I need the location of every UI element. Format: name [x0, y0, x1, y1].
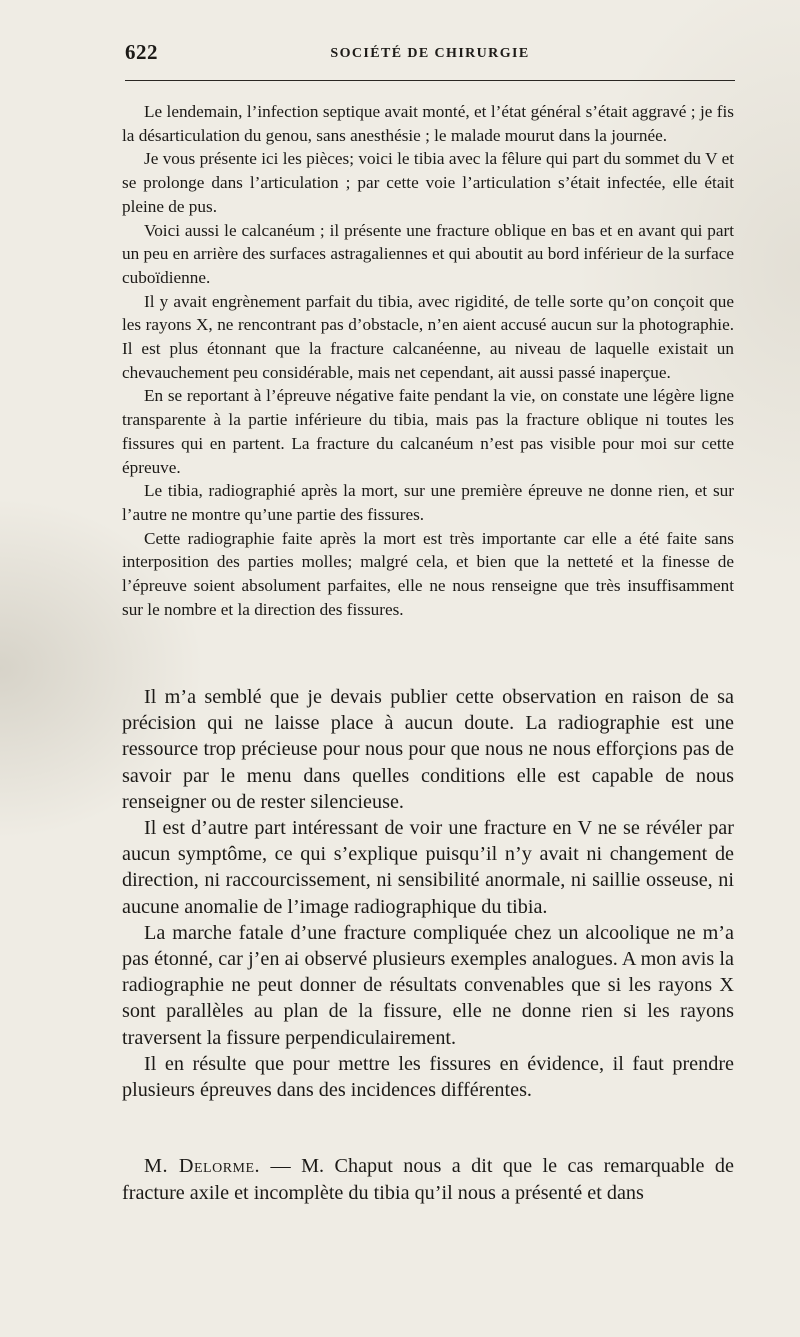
page-number: 622 — [125, 40, 158, 64]
header-rule — [125, 80, 735, 81]
paragraph-postmortem-radiograph: Le tibia, radiographié après la mort, sur une première épreuve ne donne rien, et sur l’autre ne montre qu’une partie des fissures. — [122, 481, 734, 524]
discussion-text — [122, 1153, 734, 1207]
paragraph-multiple-incidences: Il en résulte que pour mettre les fissures en évidence, il faut prendre plusieurs épreuves dans des incidences différentes. — [122, 1052, 734, 1102]
paragraph-calcaneum: Voici aussi le calcanéum ; il présente une fracture oblique en bas et en avant qui part un peu en arrière des surfaces astragaliennes et qui aboutit au bord inférieur de la surface cuboïdienne. — [122, 220, 734, 287]
case-report-text — [122, 100, 734, 621]
paragraph-v-fracture: Il est d’autre part intéressant de voir une fracture en V ne se révéler par aucun symptôme, ce qui s’explique puisqu’il n’y avait ni changement de direction, ni raccourcissement, ni sensibilité anormale, ni saillie osseuse, ni aucune anomalie de l’image radiographique du tibia. — [122, 817, 734, 918]
paragraph-negative-plate: En se reportant à l’épreuve négative faite pendant la vie, on constate une légère ligne transparente à la partie inférieure du tibia, mais pas la fracture oblique ni toutes les fissures qui en partent. La fracture du calcanéum n’est pas visible pour moi sur cette épreuve. — [122, 386, 734, 477]
paragraph-engrenement: Il y avait engrènement parfait du tibia, avec rigidité, de telle sorte qu’on conçoit que les rayons X, ne rencontrant pas d’obstacle, n’en aient accusé aucun sur la photographie. Il est plus étonnant que la fracture calcanéenne, au niveau de laquelle existait un chevauchement peu considérable, mais net cependant, ait aussi passé inaperçue. — [122, 291, 734, 382]
conclusion-text — [122, 684, 734, 1103]
discussion-body: — M. Chaput nous a dit que le cas remarquable de fracture axile et incomplète du tibia qu’il nous a présenté et dans — [122, 1155, 734, 1204]
paragraph-radiograph-importance: Cette radiographie faite après la mort est très importante car elle a été faite sans interposition des parties molles; malgré cela, et bien que la netteté et la finesse de l’épreuve soient absolument parfaites, elle ne nous renseigne que très insuffisamment sur le nombre et la direction des fissures. — [122, 528, 734, 619]
paragraph-disarticulation: Le lendemain, l’infection septique avait monté, et l’état général s’était aggravé ; je fis la désarticulation du genou, sans anesthésie ; le malade mourut dans la journée. — [122, 102, 734, 145]
running-title: SOCIÉTÉ DE CHIRURGIE — [330, 46, 530, 61]
paragraph-fatal-course: La marche fatale d’une fracture compliquée chez un alcoolique ne m’a pas étonné, car j’en ai observé plusieurs exemples analogues. A mon avis la radiographie ne peut donner de résultats convenables que si les rayons X sont parallèles au plan de la fissure, elle ne donne rien si les rayons traversent la fissure perpendiculairement. — [122, 921, 734, 1049]
paragraph-delorme — [122, 1153, 734, 1207]
paragraph-publication-reason: Il m’a semblé que je devais publier cette observation en raison de sa précision qui ne laisse place à aucun doute. La radiographie est une ressource trop précieuse pour nous pour que nous ne nous efforçions pas de savoir par le menu dans quelles conditions elle est capable de nous renseigner ou de rester silencieuse. — [122, 686, 734, 813]
speaker-name: M. Delorme. — [144, 1155, 261, 1177]
page-header — [125, 40, 735, 70]
paragraph-tibia-specimen: Je vous présente ici les pièces; voici le tibia avec la fêlure qui part du sommet du V et se prolonge dans l’articulation ; par cette voie l’articulation s’était infectée, elle était pleine de pus. — [122, 149, 734, 216]
